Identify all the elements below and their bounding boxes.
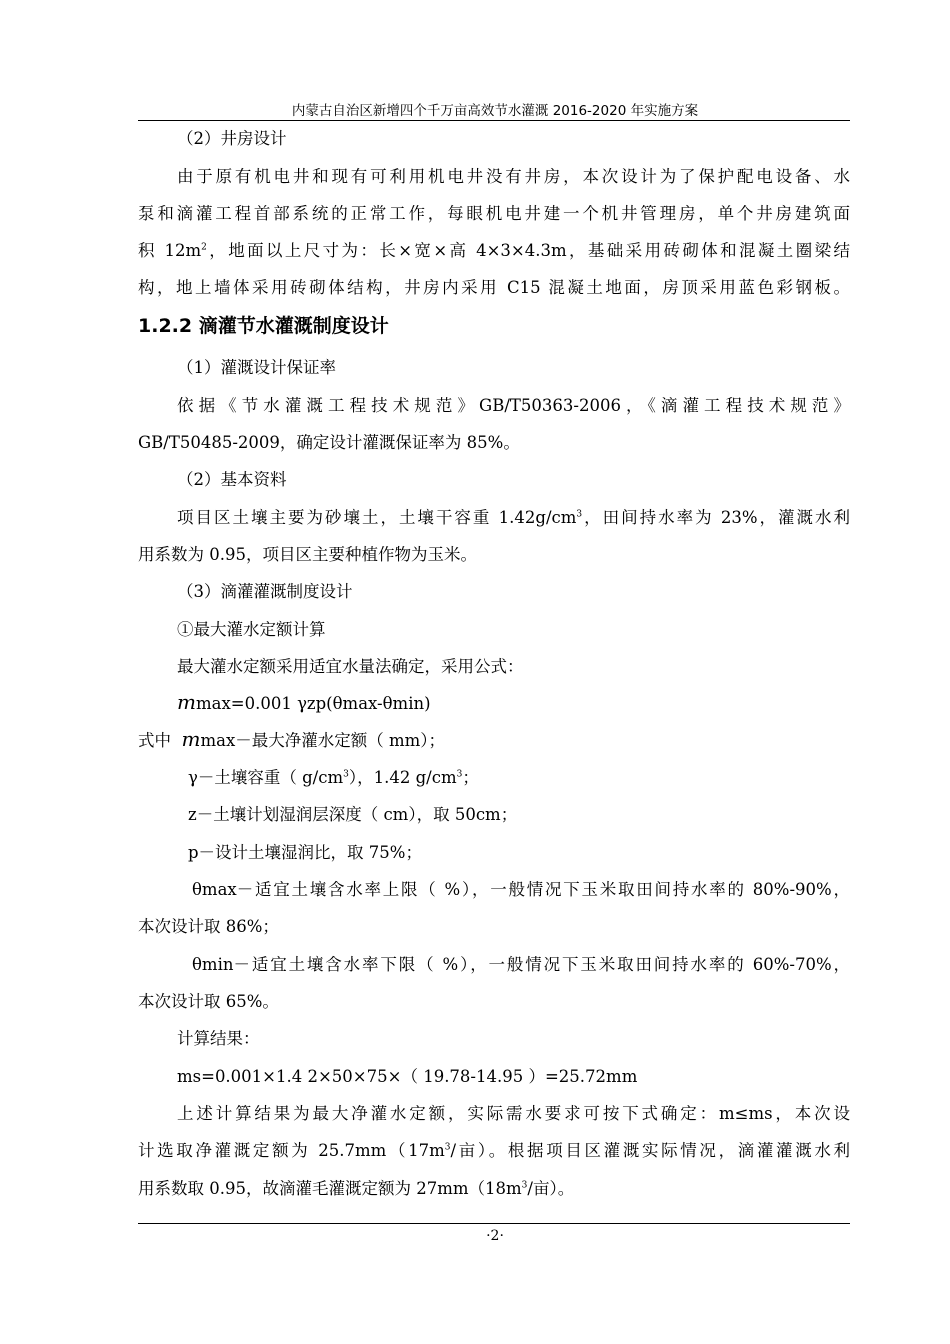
text-run: /亩）。根据项目区灌溉实际情况，滴灌灌溉水利	[450, 1141, 850, 1160]
paragraph-line: 最大灌水定额采用适宜水量法确定，采用公式：	[177, 657, 524, 676]
superscript: 3	[444, 1142, 451, 1153]
text-run: ），1.42 g/cm	[348, 768, 457, 787]
variable-definition	[188, 767, 479, 789]
paragraph-line	[138, 1140, 850, 1162]
paragraph-line: 由于原有机电井和现有可利用机电井没有井房，本次设计为了保护配电设备、水	[177, 167, 850, 186]
paragraph-line: 本次设计取 86%；	[138, 917, 279, 936]
where-text: max－最大净灌水定额（ mm）；	[200, 731, 446, 750]
text-run: ，田间持水率为 23%，灌溉水利	[582, 508, 850, 527]
variable-definition: p－设计土壤湿润比，取 75%；	[188, 843, 422, 862]
text-run: 用系数取 0.95，故滴灌毛灌溉定额为 27mm（18m	[138, 1179, 522, 1198]
paragraph-line: GB/T50485-2009，确定设计灌溉保证率为 85%。	[138, 433, 520, 452]
paragraph-line: 依据《节水灌溉工程技术规范》GB/T50363-2006，《滴灌工程技术规范》	[177, 396, 850, 415]
paragraph-line	[138, 1178, 574, 1200]
formula	[177, 691, 431, 715]
result-title: 计算结果：	[177, 1029, 260, 1048]
superscript: 2	[201, 242, 207, 253]
superscript: 3	[576, 509, 583, 520]
formula-body: max=0.001 γzp(θmax-θmin)	[195, 694, 431, 713]
subsection-title: （1）灌溉设计保证率	[177, 358, 336, 377]
subsection-title: （2）基本资料	[177, 470, 287, 489]
text-run: ；	[462, 768, 479, 787]
subsection-title: （3）滴灌灌溉制度设计	[177, 582, 353, 601]
paragraph-line: 本次设计取 65%。	[138, 992, 279, 1011]
document-header-title: 内蒙古自治区新增四个千万亩高效节水灌溉 2016-2020 年实施方案	[291, 103, 699, 119]
formula-symbol: m	[177, 690, 196, 714]
text-run: ，地面以上尺寸为：长×宽×高 4×3×4.3m，基础采用砖砌体和混凝土圈梁结	[206, 241, 850, 260]
variable-definition: θmax－适宜土壤含水率上限（ %），一般情况下玉米取田间持水率的 80%-90%，	[192, 880, 850, 899]
paragraph-line: 泵和滴灌工程首部系统的正常工作，每眼机电井建一个机井管理房，单个井房建筑面	[138, 204, 850, 223]
section-heading-1-2-2: 1.2.2 滴灌节水灌溉制度设计	[138, 315, 389, 337]
header-rule	[138, 120, 850, 121]
paragraph-line	[138, 240, 850, 262]
section-title-wellhouse: （2）井房设计	[177, 129, 287, 148]
result-formula: ms=0.001×1.4 2×50×75×（ 19.78-14.95 ）=25.72mm	[177, 1067, 638, 1086]
paragraph-line: 上述计算结果为最大净灌水定额，实际需水要求可按下式确定：m≤ms，本次设	[177, 1104, 850, 1123]
superscript: 3	[343, 769, 349, 780]
paragraph-line: 用系数为 0.95，项目区主要种植作物为玉米。	[138, 545, 477, 564]
variable-definition: θmin－适宜土壤含水率下限（ %），一般情况下玉米取田间持水率的 60%-70%，	[192, 955, 850, 974]
text-run: γ－土壤容重（ g/cm	[188, 768, 344, 787]
superscript: 3	[521, 1180, 528, 1191]
footer-rule	[138, 1223, 850, 1224]
page-number: ·2·	[486, 1228, 504, 1244]
calc-title: ①最大灌水定额计算	[177, 620, 326, 639]
formula-symbol: m	[181, 727, 201, 751]
paragraph-line: 构，地上墙体采用砖砌体结构，井房内采用 C15 混凝土地面，房顶采用蓝色彩钢板。	[138, 278, 850, 297]
text-run: 计选取净灌溉定额为 25.7mm（17m	[138, 1141, 445, 1160]
superscript: 3	[456, 769, 463, 780]
where-clause	[138, 728, 445, 752]
where-prefix: 式中	[138, 731, 171, 750]
text-run: /亩）。	[527, 1179, 575, 1198]
paragraph-line	[138, 507, 850, 529]
text-run: 积 12m	[138, 241, 202, 260]
variable-definition: z－土壤计划湿润层深度（ cm），取 50cm；	[188, 805, 518, 824]
text-run: 项目区土壤主要为砂壤土，土壤干容重 1.42g/cm	[177, 508, 577, 527]
